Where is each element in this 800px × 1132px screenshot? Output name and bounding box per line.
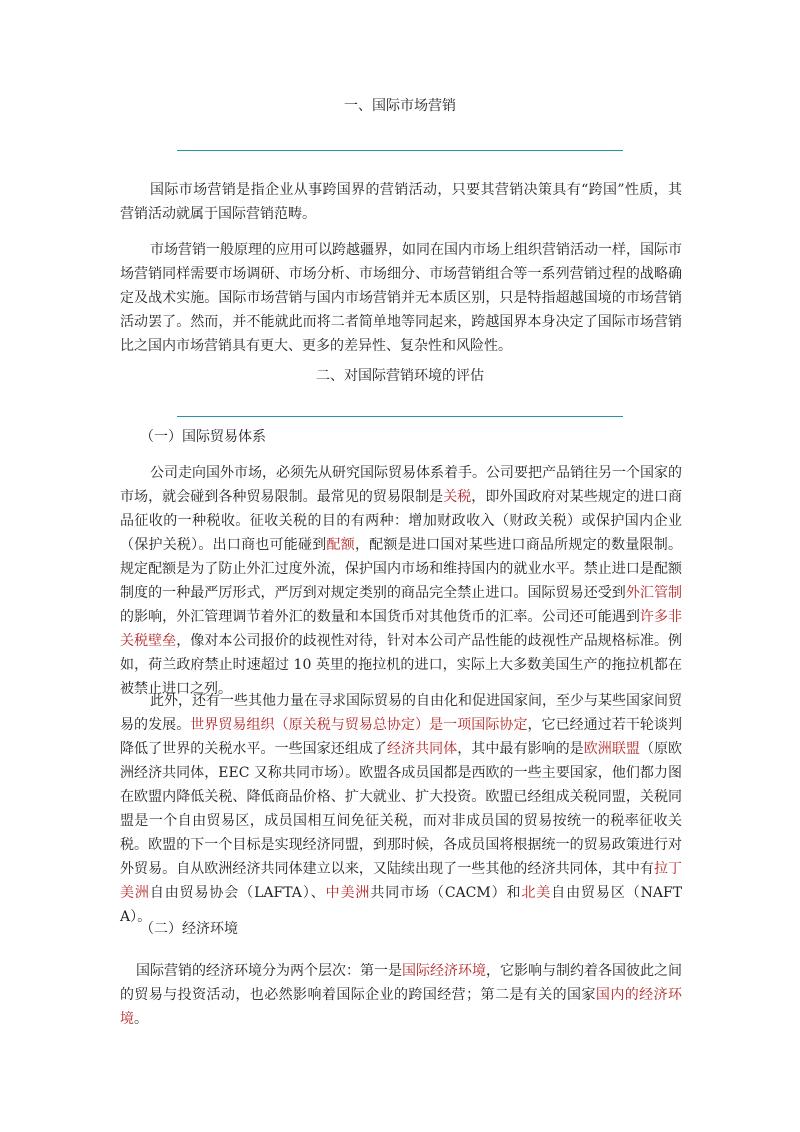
text-span: （原欧洲经济共同体，EEC 又称共同市场）。欧盟各成员国都是西欧的一些主要国家，他们都力图在欧盟内降低关税、降低商品价格、扩大就业、扩大投资。欧盟已经组成关税同盟，关税同盟是一个自由贸易区，成员国相互间免征关税，而对非成员国的贸易按统一的税率征收关税。欧盟的下一个目标是实现经济同盟，到那时候，各成员国将根据统一的贸易政策进行对外贸易。自从欧洲经济共同体建立以来，又陆续出现了一些其他的经济共同体，其中有 <box>120 741 683 877</box>
paragraph-principles: 市场营销一般原理的应用可以跨越疆界，如同在国内市场上组织营销活动一样，国际市场营销同样需要市场调研、市场分析、市场细分、市场营销组合等一系列营销过程的战略确定及战术实施。国际市场营销与国内市场营销并无本质区别，只是特指超越国境的市场营销活动罢了。然而，并不能就此而将二者简单地等同起来，跨越国界本身决定了国际市场营销比之国内市场营销具有更大、更多的差异性、复杂性和风险性。 <box>120 242 682 354</box>
text-span: 自由贸易区（NAFTA）。 <box>120 885 683 925</box>
link-non-tariff-barriers[interactable]: 许多非关税壁垒 <box>120 609 683 649</box>
link-central-america[interactable]: 中美洲 <box>325 885 371 901</box>
section-1-title: 一、国际市场营销 <box>344 98 456 114</box>
link-exchange-control[interactable]: 外汇管制 <box>625 585 682 601</box>
section-2-divider <box>177 416 623 417</box>
text-span: ，其中最有影响的是 <box>457 741 584 757</box>
link-quota[interactable]: 配额 <box>326 537 355 553</box>
link-european-union[interactable]: 欧洲联盟 <box>583 741 640 757</box>
text-span: ，即外国政府对某些规定的进口商品征收的一种税收。征收关税的目的有两种：增加财政收入（财政关税）或保护国内企业（保护关税）。出口商也可能碰到 <box>120 489 683 553</box>
text-span: ，它影响与制约着各国彼此之间的贸易与投资活动，也必然影响着国际企业的跨国经营；第二是有关的国家 <box>120 963 682 1003</box>
subsection-trade-system-title: （一）国际贸易体系 <box>140 429 266 445</box>
paragraph-economic-environment <box>120 959 682 1031</box>
link-latin-america[interactable]: 拉丁美洲 <box>120 861 683 901</box>
text-span: 公司走向国外市场，必须先从研究国际贸易体系着手。公司要把产品销往另一个国家的市场，就会碰到各种贸易限制。最常见的贸易限制是 <box>120 465 682 505</box>
link-domestic-economic-environment[interactable]: 国内的经济环境 <box>120 987 683 1027</box>
text-span: 自由贸易协会（LAFTA）、 <box>149 885 326 901</box>
section-2-title: 二、对国际营销环境的评估 <box>316 368 484 384</box>
link-wto[interactable]: 世界贸易组织（原关税与贸易总协定）是一项国际协定 <box>190 717 528 733</box>
text-span: ，像对本公司报价的歧视性对待，针对本公司产品性能的歧视性产品规格标准。例如，荷兰政府禁止时速超过 10 英里的拖拉机的进口，实际上大多数美国生产的拖拉机都在被禁止进口之列。 <box>120 633 683 697</box>
link-international-economic-environment[interactable]: 国际经济环境 <box>402 963 486 979</box>
paragraph-trade-system <box>120 461 682 701</box>
subsection-economic-environment-title: （二）经济环境 <box>140 921 238 937</box>
text-span: 国际营销的经济环境分为两个层次：第一是 <box>136 963 402 979</box>
link-tariff[interactable]: 关税 <box>443 489 472 505</box>
paragraph-trade-liberalization <box>120 689 682 929</box>
text-span: 。 <box>134 1011 148 1027</box>
text-span: 的影响，外汇管理调节着外汇的数量和本国货币对其他货币的汇率。公司还可能遇到 <box>120 609 640 625</box>
text-span: 共同市场（CACM）和 <box>370 885 522 901</box>
text-span: 此外，还有一些其他力量在寻求国际贸易的自由化和促进国家间，至少与某些国家间贸易的发展。 <box>120 693 682 733</box>
paragraph-definition: 国际市场营销是指企业从事跨国界的营销活动，只要其营销决策具有“跨国”性质，其营销活动就属于国际营销范畴。 <box>120 182 682 222</box>
text-span: ，配额是进口国对某些进口商品所规定的数量限制。规定配额是为了防止外汇过度外流，保护国内市场和维持国内的就业水平。禁止进口是配额制度的一种最严厉形式，严厉到对规定类别的商品完全禁止进口。国际贸易还受到 <box>120 537 683 601</box>
section-1-divider <box>177 150 623 151</box>
link-economic-community[interactable]: 经济共同体 <box>386 741 458 757</box>
link-north-america[interactable]: 北美 <box>521 885 552 901</box>
text-span: ，它已经通过若干轮谈判降低了世界的关税水平。一些国家还组成了 <box>120 717 683 757</box>
